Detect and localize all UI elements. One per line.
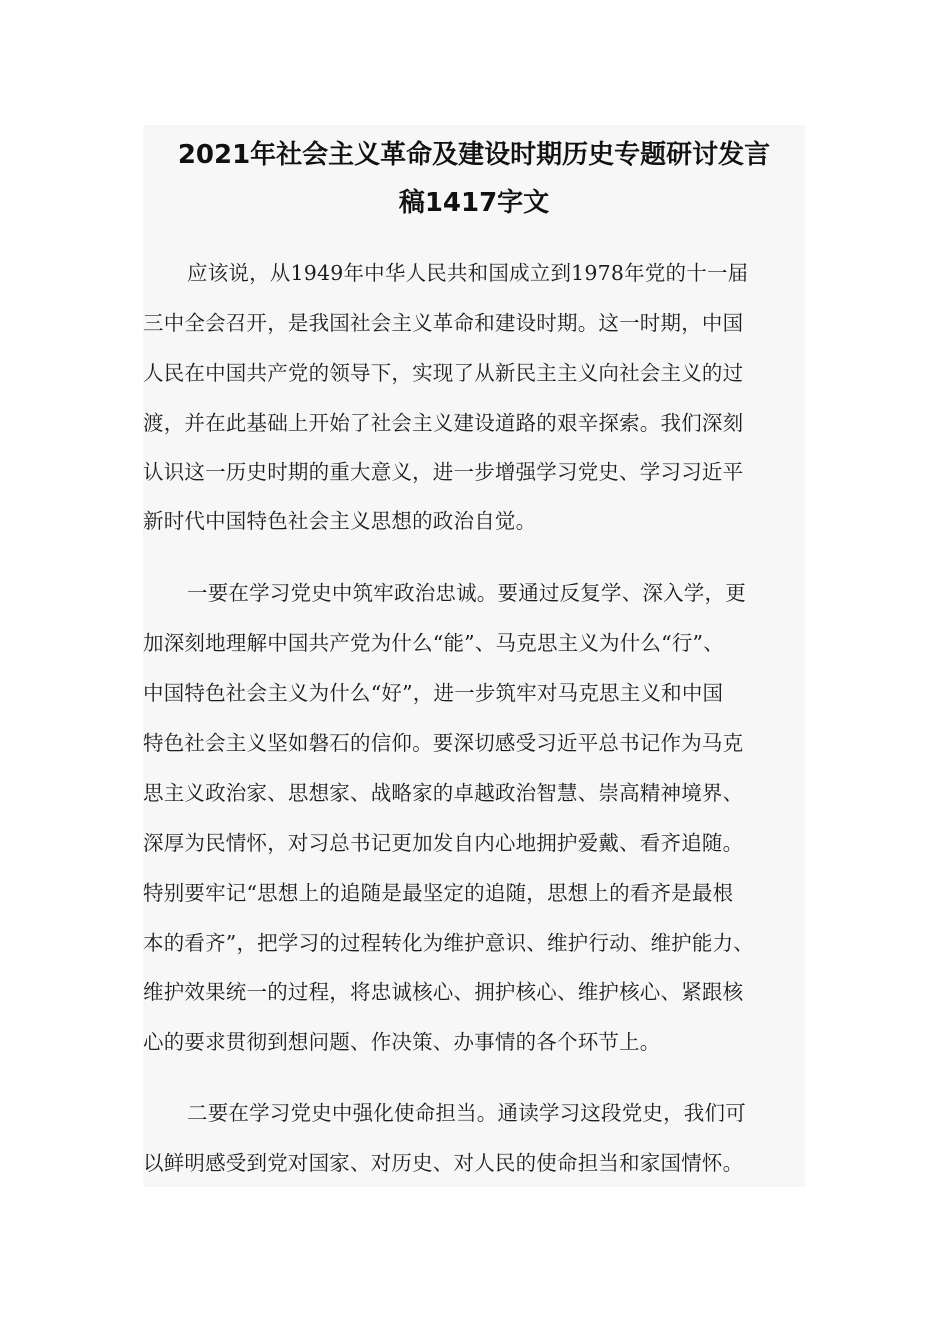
document-title-line-1: 2021年社会主义革命及建设时期历史专题研讨发言 xyxy=(177,140,771,170)
paragraph-2-line: 本的看齐”，把学习的过程转化为维护意识、维护行动、维护能力、 xyxy=(143,931,754,955)
paragraph-2-line: 特别要牢记“思想上的追随是最坚定的追随，思想上的看齐是最根 xyxy=(143,881,734,905)
paragraph-2-line: 中国特色社会主义为什么“好”，进一步筑牢对马克思主义和中国 xyxy=(143,681,724,705)
paragraph-2-line: 加深刻地理解中国共产党为什么“能”、马克思主义为什么“行”、 xyxy=(143,631,724,655)
paragraph-1-line: 人民在中国共产党的领导下，实现了从新民主主义向社会主义的过 xyxy=(143,361,744,385)
document-page xyxy=(143,125,805,1187)
paragraph-2-line: 思主义政治家、思想家、战略家的卓越政治智慧、崇高精神境界、 xyxy=(143,781,744,805)
paragraph-2-line: 特色社会主义坚如磐石的信仰。要深切感受习近平总书记作为马克 xyxy=(143,731,744,755)
paragraph-1-line: 应该说，从1949年中华人民共和国成立到1978年党的十一届 xyxy=(187,261,749,285)
paragraph-1-line: 渡，并在此基础上开始了社会主义建设道路的艰辛探索。我们深刻 xyxy=(143,411,744,435)
paragraph-2-line: 维护效果统一的过程，将忠诚核心、拥护核心、维护核心、紧跟核 xyxy=(143,980,744,1004)
paragraph-1-line: 认识这一历史时期的重大意义，进一步增强学习党史、学习习近平 xyxy=(143,460,744,484)
paragraph-2-line: 心的要求贯彻到想问题、作决策、办事情的各个环节上。 xyxy=(143,1030,661,1054)
paragraph-3-line: 二要在学习党史中强化使命担当。通读学习这段党史，我们可 xyxy=(187,1101,746,1125)
paragraph-2-line: 深厚为民情怀，对习总书记更加发自内心地拥护爱戴、看齐追随。 xyxy=(143,831,744,855)
paragraph-2-line: 一要在学习党史中筑牢政治忠诚。要通过反复学、深入学，更 xyxy=(187,581,746,605)
paragraph-1-line: 新时代中国特色社会主义思想的政治自觉。 xyxy=(143,509,537,533)
paragraph-1-line: 三中全会召开，是我国社会主义革命和建设时期。这一时期，中国 xyxy=(143,311,744,335)
paragraph-3-line: 以鲜明感受到党对国家、对历史、对人民的使命担当和家国情怀。 xyxy=(143,1151,744,1175)
document-title-line-2: 稿1417字文 xyxy=(398,188,550,218)
